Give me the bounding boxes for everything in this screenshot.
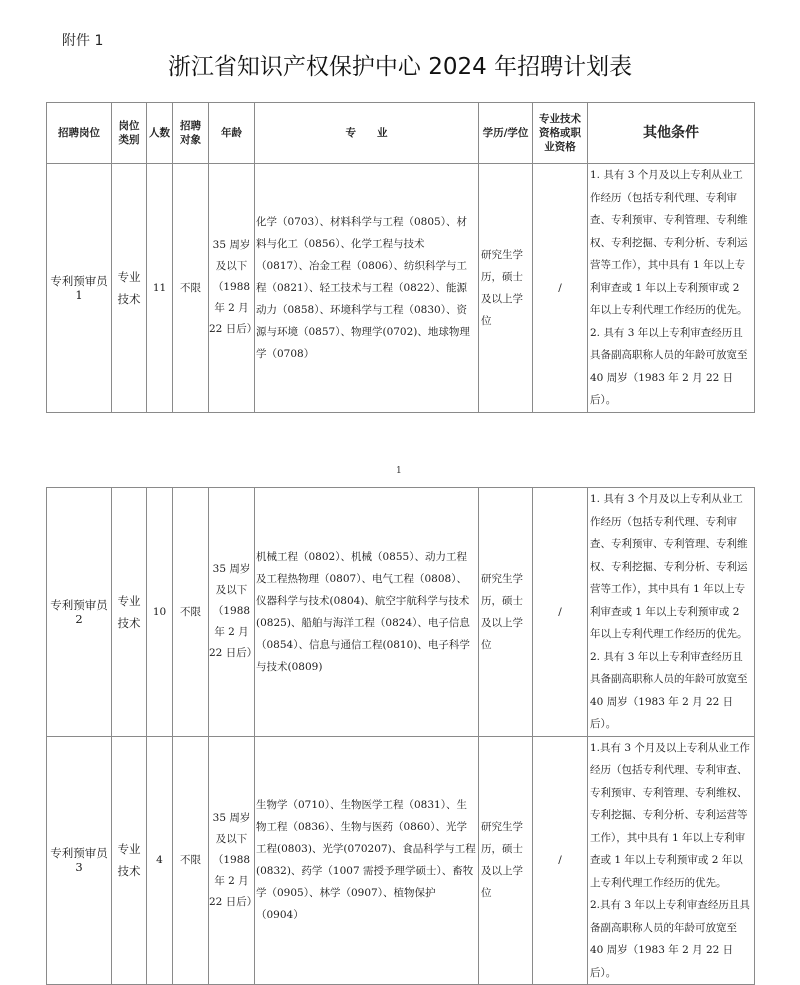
header-education: 学历/学位 [479, 103, 533, 164]
header-qualification: 专业技术资格或职业资格 [533, 103, 588, 164]
other-condition-2: 2. 具有 3 年以上专利审查经历且具备副高职称人员的年龄可放宽至 40 周岁（1983 年 2 月 22 日后）。 [590, 650, 748, 730]
cell-other [588, 736, 755, 985]
cell-target: 不限 [173, 164, 209, 413]
header-age: 年龄 [209, 103, 255, 164]
other-condition-1: 1.具有 3 个月及以上专利从业工作经历（包括专利代理、专利审查、专利预审、专利管理、专利维权、专利挖掘、专利分析、专利运营等工作），其中具有 1 年以上专利审查或 1 年以上专利预审或 2 年以上专利代理工作经历的优先。 [590, 741, 750, 889]
header-other: 其他条件 [588, 103, 755, 164]
page-number: 1 [396, 466, 402, 476]
header-major: 专 业 [255, 103, 479, 164]
cell-target: 不限 [173, 736, 209, 985]
cell-major: 生物学（0710）、生物医学工程（0831）、生物工程（0836）、生物与医药（0860）、光学工程(0803)、光学(070207)、食品科学与工程(0832)、药学（1007 需授予理学硕士）、畜牧学（0905）、林学（0907）、植物保护（0904） [255, 736, 479, 985]
cell-education: 研究生学历，硕士及以上学位 [479, 164, 533, 413]
table-row [47, 488, 755, 737]
cell-age: 35 周岁及以下（1988 年 2 月 22 日后） [209, 488, 255, 737]
cell-position: 专利预审员 1 [47, 164, 112, 413]
header-position: 招聘岗位 [47, 103, 112, 164]
cell-target: 不限 [173, 488, 209, 737]
cell-age: 35 周岁及以下（1988 年 2 月 22 日后） [209, 164, 255, 413]
table-header-row [47, 103, 755, 164]
cell-count: 4 [147, 736, 173, 985]
cell-education: 研究生学历，硕士及以上学位 [479, 488, 533, 737]
cell-qualification: / [533, 488, 588, 737]
cell-count: 10 [147, 488, 173, 737]
table-row [47, 164, 755, 413]
cell-qualification: / [533, 164, 588, 413]
recruitment-table-page-2 [46, 487, 755, 985]
cell-category: 专业技术 [112, 488, 147, 737]
header-category: 岗位类别 [112, 103, 147, 164]
cell-other [588, 164, 755, 413]
cell-category: 专业技术 [112, 164, 147, 413]
cell-age: 35 周岁及以下（1988 年 2 月 22 日后） [209, 736, 255, 985]
header-count: 人数 [147, 103, 173, 164]
attachment-label: 附件 1 [62, 33, 104, 49]
header-target: 招聘对象 [173, 103, 209, 164]
cell-category: 专业技术 [112, 736, 147, 985]
other-condition-1: 1. 具有 3 个月及以上专利从业工作经历（包括专利代理、专利审查、专利预审、专利管理、专利维权、专利挖掘、专利分析、专利运营等工作），其中具有 1 年以上专利审查或 1 年以上专利预审或 2 年以上专利代理工作经历的优先。 [590, 493, 748, 640]
cell-other [588, 488, 755, 737]
cell-major: 机械工程（0802）、机械（0855）、动力工程及工程热物理（0807）、电气工程（0808）、仪器科学与技术(0804)、航空宇航科学与技术(0825)、船舶与海洋工程（0824）、电子信息（0854）、信息与通信工程(0810)、电子科学与技术(0809) [255, 488, 479, 737]
cell-count: 11 [147, 164, 173, 413]
cell-position: 专利预审员 3 [47, 736, 112, 985]
document-title: 浙江省知识产权保护中心 2024 年招聘计划表 [167, 54, 633, 80]
recruitment-table-page-1 [46, 102, 755, 413]
cell-major: 化学（0703）、材料科学与工程（0805）、材料与化工（0856）、化学工程与技术（0817）、冶金工程（0806）、纺织科学与工程（0821）、轻工技术与工程（0822）、能源动力（0858）、环境科学与工程（0830）、资源与环境（0857）、物理学(0702)、地球物理学（0708） [255, 164, 479, 413]
cell-education: 研究生学历，硕士及以上学位 [479, 736, 533, 985]
other-condition-2: 2.具有 3 年以上专利审查经历且具备副高职称人员的年龄可放宽至 40 周岁（1983 年 2 月 22 日后）。 [590, 899, 750, 979]
other-condition-1: 1. 具有 3 个月及以上专利从业工作经历（包括专利代理、专利审查、专利预审、专利管理、专利维权、专利挖掘、专利分析、专利运营等工作），其中具有 1 年以上专利审查或 1 年以上专利预审或 2 年以上专利代理工作经历的优先。 [590, 169, 748, 316]
table-row [47, 736, 755, 985]
cell-position: 专利预审员 2 [47, 488, 112, 737]
other-condition-2: 2. 具有 3 年以上专利审查经历且具备副高职称人员的年龄可放宽至 40 周岁（1983 年 2 月 22 日后）。 [590, 326, 748, 406]
cell-qualification: / [533, 736, 588, 985]
